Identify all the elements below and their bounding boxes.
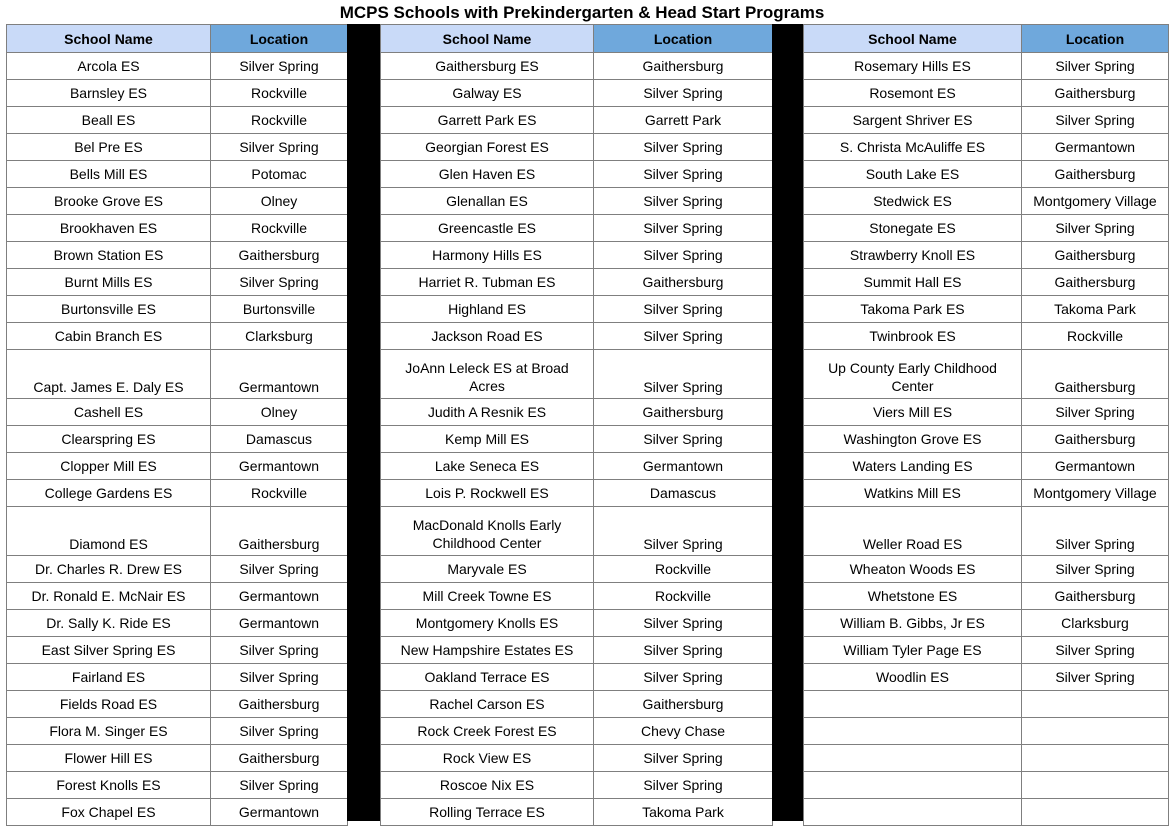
- school-name-cell: [804, 799, 1022, 826]
- school-name-cell: Clopper Mill ES: [7, 453, 211, 480]
- table-row: [7, 296, 348, 323]
- school-name-line: Childhood Center: [432, 535, 542, 551]
- school-name-cell: Beall ES: [7, 107, 211, 134]
- school-name-cell: Kemp Mill ES: [381, 426, 594, 453]
- table-row: [381, 269, 773, 296]
- location-cell: Burtonsville: [211, 296, 348, 323]
- location-cell: Gaithersburg: [1022, 80, 1169, 107]
- location-cell: Silver Spring: [1022, 53, 1169, 80]
- location-cell: Germantown: [1022, 134, 1169, 161]
- school-name-cell: Harriet R. Tubman ES: [381, 269, 594, 296]
- school-name-cell: Fox Chapel ES: [7, 799, 211, 826]
- location-cell: Silver Spring: [211, 53, 348, 80]
- location-cell: Montgomery Village: [1022, 480, 1169, 507]
- school-name-cell: Cashell ES: [7, 399, 211, 426]
- location-cell: Gaithersburg: [1022, 583, 1169, 610]
- school-name-cell: Judith A Resnik ES: [381, 399, 594, 426]
- school-name-cell: Georgian Forest ES: [381, 134, 594, 161]
- table-row: [804, 637, 1169, 664]
- table-row: [381, 664, 773, 691]
- location-cell: Gaithersburg: [594, 399, 773, 426]
- location-cell: Potomac: [211, 161, 348, 188]
- location-cell: Takoma Park: [594, 799, 773, 826]
- schools-table-1: [6, 24, 348, 826]
- location-cell: [1022, 772, 1169, 799]
- school-name-cell: [381, 507, 594, 556]
- location-cell: Silver Spring: [1022, 637, 1169, 664]
- school-name-cell: South Lake ES: [804, 161, 1022, 188]
- location-cell: Silver Spring: [594, 80, 773, 107]
- school-name-cell: Stonegate ES: [804, 215, 1022, 242]
- table-row: [7, 610, 348, 637]
- schools-table-3: [803, 24, 1169, 826]
- location-cell: Rockville: [211, 107, 348, 134]
- school-name-cell: New Hampshire Estates ES: [381, 637, 594, 664]
- school-name-cell: Watkins Mill ES: [804, 480, 1022, 507]
- table-row: [7, 556, 348, 583]
- school-name-cell: Strawberry Knoll ES: [804, 242, 1022, 269]
- location-cell: Gaithersburg: [211, 745, 348, 772]
- school-name-cell: Wheaton Woods ES: [804, 556, 1022, 583]
- table-row: [7, 134, 348, 161]
- table-row: [7, 269, 348, 296]
- location-cell: Gaithersburg: [594, 691, 773, 718]
- table-row: [804, 453, 1169, 480]
- table-row: [804, 215, 1169, 242]
- location-cell: Silver Spring: [594, 242, 773, 269]
- table-row: [381, 350, 773, 399]
- location-cell: Gaithersburg: [1022, 426, 1169, 453]
- schools-table-2: [380, 24, 773, 826]
- table-row: [7, 161, 348, 188]
- table-row: [7, 215, 348, 242]
- table-row: [7, 242, 348, 269]
- school-name-cell: Maryvale ES: [381, 556, 594, 583]
- location-cell: Silver Spring: [211, 637, 348, 664]
- location-cell: Silver Spring: [594, 134, 773, 161]
- school-name-cell: S. Christa McAuliffe ES: [804, 134, 1022, 161]
- location-cell: Silver Spring: [211, 772, 348, 799]
- school-name-cell: Galway ES: [381, 80, 594, 107]
- location-cell: Silver Spring: [594, 610, 773, 637]
- table-row: [804, 799, 1169, 826]
- table-row: [7, 718, 348, 745]
- table-row: [7, 772, 348, 799]
- table-row: [804, 399, 1169, 426]
- table-row: [381, 107, 773, 134]
- school-name-cell: Dr. Charles R. Drew ES: [7, 556, 211, 583]
- table-row: [381, 480, 773, 507]
- location-cell: Rockville: [211, 215, 348, 242]
- school-name-cell: Lois P. Rockwell ES: [381, 480, 594, 507]
- location-cell: Silver Spring: [1022, 107, 1169, 134]
- location-cell: Rockville: [594, 583, 773, 610]
- location-cell: [1022, 745, 1169, 772]
- school-name-cell: Flora M. Singer ES: [7, 718, 211, 745]
- table-row: [7, 426, 348, 453]
- column-separator: [347, 24, 380, 821]
- table-row: [804, 296, 1169, 323]
- location-cell: Olney: [211, 399, 348, 426]
- table-row: [7, 691, 348, 718]
- location-cell: Garrett Park: [594, 107, 773, 134]
- school-name-cell: Fields Road ES: [7, 691, 211, 718]
- location-cell: Germantown: [1022, 453, 1169, 480]
- school-name-cell: [381, 350, 594, 399]
- school-name-cell: Bells Mill ES: [7, 161, 211, 188]
- location-header: Location: [1022, 25, 1169, 53]
- table-row: [804, 610, 1169, 637]
- school-name-cell: Diamond ES: [7, 507, 211, 556]
- school-name-cell: Brown Station ES: [7, 242, 211, 269]
- school-name-cell: Montgomery Knolls ES: [381, 610, 594, 637]
- school-name-cell: Rachel Carson ES: [381, 691, 594, 718]
- location-cell: Clarksburg: [211, 323, 348, 350]
- table-row: [804, 242, 1169, 269]
- table-row: [381, 215, 773, 242]
- school-name-cell: Arcola ES: [7, 53, 211, 80]
- table-row: [381, 242, 773, 269]
- table-row: [381, 453, 773, 480]
- table-row: [804, 53, 1169, 80]
- table-row: [381, 426, 773, 453]
- table-row: [7, 799, 348, 826]
- location-cell: Germantown: [211, 610, 348, 637]
- location-cell: [1022, 691, 1169, 718]
- school-name-cell: Capt. James E. Daly ES: [7, 350, 211, 399]
- school-name-line: Center: [891, 378, 934, 394]
- table-row: [381, 80, 773, 107]
- location-cell: Rockville: [211, 80, 348, 107]
- school-name-cell: Twinbrook ES: [804, 323, 1022, 350]
- table-row: [804, 323, 1169, 350]
- school-name-cell: College Gardens ES: [7, 480, 211, 507]
- school-name-cell: Bel Pre ES: [7, 134, 211, 161]
- table-row: [7, 637, 348, 664]
- table-row: [804, 718, 1169, 745]
- school-name-cell: [804, 350, 1022, 399]
- table-row: [381, 507, 773, 556]
- table-header-row: [7, 25, 348, 53]
- school-name-line: Up County Early Childhood: [828, 360, 997, 376]
- school-name-cell: Takoma Park ES: [804, 296, 1022, 323]
- school-name-cell: Fairland ES: [7, 664, 211, 691]
- school-name-cell: Sargent Shriver ES: [804, 107, 1022, 134]
- table-row: [7, 745, 348, 772]
- table-row: [804, 745, 1169, 772]
- school-name-cell: Rolling Terrace ES: [381, 799, 594, 826]
- table-row: [381, 772, 773, 799]
- location-cell: Clarksburg: [1022, 610, 1169, 637]
- location-cell: Silver Spring: [1022, 556, 1169, 583]
- location-cell: Silver Spring: [594, 215, 773, 242]
- table-row: [7, 323, 348, 350]
- table-row: [381, 718, 773, 745]
- table-row: [7, 453, 348, 480]
- location-cell: Silver Spring: [594, 296, 773, 323]
- table-row: [381, 399, 773, 426]
- location-cell: [1022, 718, 1169, 745]
- table-row: [381, 53, 773, 80]
- table-row: [804, 556, 1169, 583]
- school-name-cell: [804, 745, 1022, 772]
- location-cell: Silver Spring: [1022, 507, 1169, 556]
- table-row: [381, 556, 773, 583]
- table-row: [804, 507, 1169, 556]
- location-cell: Silver Spring: [1022, 399, 1169, 426]
- location-cell: Silver Spring: [594, 426, 773, 453]
- school-name-header: School Name: [7, 25, 211, 53]
- location-cell: Gaithersburg: [211, 691, 348, 718]
- school-name-cell: Washington Grove ES: [804, 426, 1022, 453]
- table-row: [7, 507, 348, 556]
- table-row: [7, 350, 348, 399]
- table-row: [804, 269, 1169, 296]
- table-row: [804, 691, 1169, 718]
- location-cell: Silver Spring: [211, 556, 348, 583]
- school-name-cell: Lake Seneca ES: [381, 453, 594, 480]
- location-cell: Silver Spring: [594, 772, 773, 799]
- school-name-header: School Name: [804, 25, 1022, 53]
- school-name-cell: Rosemont ES: [804, 80, 1022, 107]
- school-name-line: JoAnn Leleck ES at Broad: [405, 360, 569, 376]
- location-cell: Silver Spring: [594, 507, 773, 556]
- location-cell: Silver Spring: [594, 323, 773, 350]
- school-name-cell: Oakland Terrace ES: [381, 664, 594, 691]
- table-header-row: [804, 25, 1169, 53]
- school-name-cell: Dr. Sally K. Ride ES: [7, 610, 211, 637]
- location-cell: Germantown: [211, 583, 348, 610]
- location-cell: Silver Spring: [1022, 215, 1169, 242]
- table-row: [381, 610, 773, 637]
- table-row: [804, 134, 1169, 161]
- school-name-cell: Barnsley ES: [7, 80, 211, 107]
- school-name-cell: Garrett Park ES: [381, 107, 594, 134]
- location-cell: Silver Spring: [1022, 664, 1169, 691]
- page-title: MCPS Schools with Prekindergarten & Head Start Programs: [339, 3, 825, 22]
- school-name-cell: Rosemary Hills ES: [804, 53, 1022, 80]
- school-name-header: School Name: [381, 25, 594, 53]
- school-name-cell: [804, 718, 1022, 745]
- location-cell: Damascus: [594, 480, 773, 507]
- location-cell: Silver Spring: [594, 161, 773, 188]
- school-name-cell: Waters Landing ES: [804, 453, 1022, 480]
- table-row: [7, 399, 348, 426]
- school-name-cell: Highland ES: [381, 296, 594, 323]
- table-row: [804, 664, 1169, 691]
- location-cell: Montgomery Village: [1022, 188, 1169, 215]
- school-name-cell: Brooke Grove ES: [7, 188, 211, 215]
- school-name-cell: Brookhaven ES: [7, 215, 211, 242]
- table-row: [7, 583, 348, 610]
- table-row: [7, 80, 348, 107]
- school-name-cell: Rock Creek Forest ES: [381, 718, 594, 745]
- location-cell: Silver Spring: [594, 350, 773, 399]
- school-name-cell: East Silver Spring ES: [7, 637, 211, 664]
- table-row: [381, 134, 773, 161]
- school-name-cell: William B. Gibbs, Jr ES: [804, 610, 1022, 637]
- school-name-cell: William Tyler Page ES: [804, 637, 1022, 664]
- location-cell: Takoma Park: [1022, 296, 1169, 323]
- table-row: [7, 107, 348, 134]
- location-cell: Damascus: [211, 426, 348, 453]
- location-cell: Gaithersburg: [211, 507, 348, 556]
- school-name-cell: Glenallan ES: [381, 188, 594, 215]
- location-cell: Rockville: [211, 480, 348, 507]
- table-row: [804, 188, 1169, 215]
- location-cell: Germantown: [211, 350, 348, 399]
- table-row: [804, 161, 1169, 188]
- location-cell: Silver Spring: [594, 664, 773, 691]
- school-name-cell: Clearspring ES: [7, 426, 211, 453]
- table-row: [381, 583, 773, 610]
- school-name-cell: Flower Hill ES: [7, 745, 211, 772]
- school-name-cell: Gaithersburg ES: [381, 53, 594, 80]
- table-row: [804, 350, 1169, 399]
- school-name-line: MacDonald Knolls Early: [412, 517, 562, 533]
- location-cell: Gaithersburg: [1022, 350, 1169, 399]
- school-name-cell: Glen Haven ES: [381, 161, 594, 188]
- location-cell: Silver Spring: [211, 718, 348, 745]
- school-name-cell: Stedwick ES: [804, 188, 1022, 215]
- school-name-cell: Rock View ES: [381, 745, 594, 772]
- table-row: [7, 188, 348, 215]
- table-row: [804, 480, 1169, 507]
- school-name-cell: [804, 691, 1022, 718]
- location-cell: Germantown: [594, 453, 773, 480]
- table-row: [381, 691, 773, 718]
- school-name-cell: Viers Mill ES: [804, 399, 1022, 426]
- column-separator: [772, 24, 803, 821]
- school-name-line: Acres: [469, 378, 505, 394]
- location-cell: Gaithersburg: [1022, 269, 1169, 296]
- location-cell: Gaithersburg: [1022, 242, 1169, 269]
- school-name-cell: Roscoe Nix ES: [381, 772, 594, 799]
- table-row: [804, 426, 1169, 453]
- location-cell: Silver Spring: [211, 269, 348, 296]
- school-name-cell: Jackson Road ES: [381, 323, 594, 350]
- school-name-cell: Mill Creek Towne ES: [381, 583, 594, 610]
- school-name-cell: Summit Hall ES: [804, 269, 1022, 296]
- table-header-row: [381, 25, 773, 53]
- table-row: [381, 296, 773, 323]
- school-name-cell: Burnt Mills ES: [7, 269, 211, 296]
- location-cell: Chevy Chase: [594, 718, 773, 745]
- location-cell: Gaithersburg: [594, 53, 773, 80]
- location-cell: Silver Spring: [211, 664, 348, 691]
- location-cell: Rockville: [1022, 323, 1169, 350]
- school-name-cell: [804, 772, 1022, 799]
- table-row: [381, 188, 773, 215]
- table-row: [7, 480, 348, 507]
- location-cell: Gaithersburg: [211, 242, 348, 269]
- table-row: [7, 664, 348, 691]
- school-name-cell: Harmony Hills ES: [381, 242, 594, 269]
- school-name-cell: Greencastle ES: [381, 215, 594, 242]
- location-cell: [1022, 799, 1169, 826]
- table-row: [381, 323, 773, 350]
- location-cell: Silver Spring: [594, 745, 773, 772]
- school-name-cell: Cabin Branch ES: [7, 323, 211, 350]
- table-row: [804, 107, 1169, 134]
- location-cell: Germantown: [211, 799, 348, 826]
- table-row: [381, 799, 773, 826]
- school-name-cell: Weller Road ES: [804, 507, 1022, 556]
- table-row: [804, 583, 1169, 610]
- table-row: [381, 637, 773, 664]
- table-row: [7, 53, 348, 80]
- location-header: Location: [594, 25, 773, 53]
- location-cell: Rockville: [594, 556, 773, 583]
- table-row: [381, 161, 773, 188]
- location-cell: Silver Spring: [594, 637, 773, 664]
- location-header: Location: [211, 25, 348, 53]
- location-cell: Gaithersburg: [1022, 161, 1169, 188]
- school-name-cell: Woodlin ES: [804, 664, 1022, 691]
- location-cell: Gaithersburg: [594, 269, 773, 296]
- school-name-cell: Forest Knolls ES: [7, 772, 211, 799]
- table-row: [804, 772, 1169, 799]
- location-cell: Olney: [211, 188, 348, 215]
- table-row: [381, 745, 773, 772]
- location-cell: Silver Spring: [211, 134, 348, 161]
- location-cell: Silver Spring: [594, 188, 773, 215]
- table-row: [804, 80, 1169, 107]
- school-name-cell: Whetstone ES: [804, 583, 1022, 610]
- location-cell: Germantown: [211, 453, 348, 480]
- school-name-cell: Burtonsville ES: [7, 296, 211, 323]
- school-name-cell: Dr. Ronald E. McNair ES: [7, 583, 211, 610]
